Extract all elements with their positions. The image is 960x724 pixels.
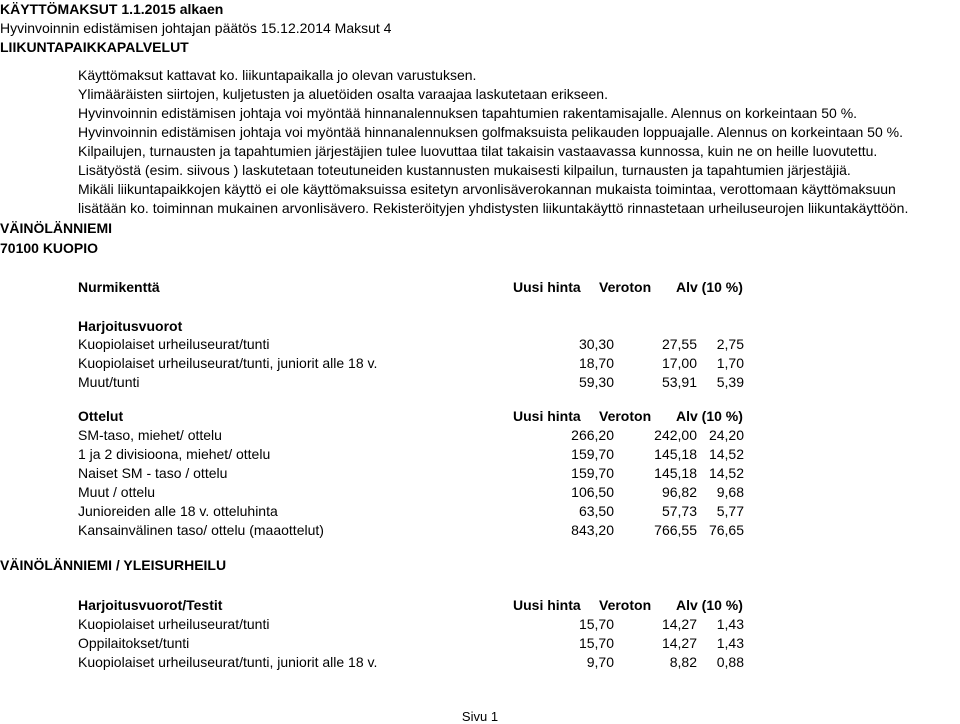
note-line: Hyvinvoinnin edistämisen johtaja voi myöntää hinnanalennuksen tapahtumien rakentamisajalle. Alennus on korkeintaan 50 %. (78, 105, 858, 121)
page-number: Sivu 1 (461, 709, 499, 724)
row-vat: 0,88 (716, 654, 744, 670)
row-net: 53,91 (661, 374, 697, 390)
col-header-net: Veroton (599, 597, 652, 613)
row-price: 30,30 (578, 336, 614, 352)
table-row (78, 654, 778, 671)
row-net: 57,73 (661, 503, 697, 519)
table-row (78, 635, 778, 652)
table-row (78, 336, 778, 353)
row-label: Kuopiolaiset urheiluseurat/tunti, juniorit alle 18 v. (78, 654, 378, 670)
section-title: Nurmikenttä (78, 279, 160, 295)
row-label: Kuopiolaiset urheiluseurat/tunti (78, 616, 270, 632)
group-title: Ottelut (78, 408, 124, 424)
table-row (78, 522, 778, 539)
decision-line: Hyvinvoinnin edistämisen johtajan päätös 15.12.2014 Maksut 4 (0, 20, 392, 36)
col-header-price: Uusi hinta (513, 279, 581, 295)
row-label: Muut / ottelu (78, 484, 156, 500)
row-vat: 14,52 (708, 446, 744, 462)
location-name: VÄINÖLÄNNIEMI (0, 220, 112, 236)
group-header-row (78, 408, 778, 425)
row-label: 1 ja 2 divisioona, miehet/ ottelu (78, 446, 271, 462)
col-header-vat: Alv (10 %) (676, 279, 743, 295)
row-net: 145,18 (654, 465, 697, 481)
row-price: 15,70 (578, 616, 614, 632)
col-header-vat: Alv (10 %) (676, 597, 743, 613)
table-row (78, 446, 778, 463)
row-net: 17,00 (661, 355, 697, 371)
note-line: Mikäli liikuntapaikkojen käyttö ei ole käyttömaksuissa esitetyn arvonlisäverokannan mukaista toimintaa, verottomaan käyttömaksuun (78, 181, 896, 197)
note-line: lisätään ko. toiminnan mukainen arvonlisävero. Rekisteröityjen yhdistysten liikuntakäyttö rinnastetaan urheiluseurojen liikuntakäyttöön. (78, 200, 909, 216)
group-title: Harjoitusvuorot/Testit (78, 597, 223, 613)
row-price: 15,70 (578, 635, 614, 651)
col-header-price: Uusi hinta (513, 408, 581, 424)
table-row (78, 374, 778, 391)
col-header-vat: Alv (10 %) (676, 408, 743, 424)
row-vat: 1,43 (716, 635, 744, 651)
row-price: 18,70 (578, 355, 614, 371)
table-row (78, 355, 778, 372)
row-vat: 5,77 (716, 503, 744, 519)
row-price: 266,20 (571, 427, 614, 443)
row-price: 59,30 (578, 374, 614, 390)
row-vat: 9,68 (716, 484, 744, 500)
row-net: 8,82 (669, 654, 697, 670)
row-label: SM-taso, miehet/ ottelu (78, 427, 222, 443)
col-header-net: Veroton (599, 279, 652, 295)
row-price: 159,70 (571, 465, 614, 481)
row-vat: 14,52 (708, 465, 744, 481)
table-row (78, 616, 778, 633)
note-line: Kilpailujen, turnausten ja tapahtumien järjestäjien tulee luovuttaa tilat takaisin vastaavassa kunnossa, kuin ne on heille luovutettu. (78, 143, 878, 159)
document-title: KÄYTTÖMAKSUT 1.1.2015 alkaen (0, 1, 224, 17)
location-name: VÄINÖLÄNNIEMI / YLEISURHEILU (0, 557, 227, 573)
col-header-price: Uusi hinta (513, 597, 581, 613)
row-vat: 5,39 (716, 374, 744, 390)
row-net: 14,27 (661, 635, 697, 651)
row-label: Kansainvälinen taso/ ottelu (maaottelut) (78, 522, 324, 538)
row-price: 159,70 (571, 446, 614, 462)
row-label: Naiset SM - taso / ottelu (78, 465, 228, 481)
table-row (78, 427, 778, 444)
note-line: Hyvinvoinnin edistämisen johtaja voi myöntää hinnanalennuksen golfmaksuista pelikauden loppuajalle. Alennus on korkeintaan 50 %. (78, 124, 903, 140)
row-label: Muut/tunti (78, 374, 140, 390)
row-net: 242,00 (654, 427, 697, 443)
section-header-row (78, 279, 778, 296)
row-price: 63,50 (578, 503, 614, 519)
row-vat: 76,65 (708, 522, 744, 538)
group-title: Harjoitusvuorot (78, 318, 183, 334)
row-price: 843,20 (571, 522, 614, 538)
row-net: 14,27 (661, 616, 697, 632)
col-header-net: Veroton (599, 408, 652, 424)
note-line: Ylimääräisten siirtojen, kuljetusten ja aluetöiden osalta varaajaa laskutetaan erikseen. (78, 86, 608, 102)
row-vat: 1,70 (716, 355, 744, 371)
row-net: 96,82 (661, 484, 697, 500)
note-line: Käyttömaksut kattavat ko. liikuntapaikalla jo olevan varustuksen. (78, 67, 477, 83)
note-line: Lisätyöstä (esim. siivous ) laskutetaan toteutuneiden kustannusten mukaisesti kilpailun, turnausten ja tapahtumien järjestäjiä. (78, 162, 851, 178)
location-postal: 70100 KUOPIO (0, 240, 99, 256)
row-net: 766,55 (654, 522, 697, 538)
table-row (78, 465, 778, 482)
row-price: 106,50 (571, 484, 614, 500)
row-vat: 2,75 (716, 336, 744, 352)
table-row (78, 503, 778, 520)
row-label: Junioreiden alle 18 v. otteluhinta (78, 503, 278, 519)
row-price: 9,70 (586, 654, 614, 670)
row-net: 145,18 (654, 446, 697, 462)
row-vat: 24,20 (708, 427, 744, 443)
row-net: 27,55 (661, 336, 697, 352)
department-title: LIIKUNTAPAIKKAPALVELUT (0, 39, 189, 55)
row-label: Oppilaitokset/tunti (78, 635, 190, 651)
row-label: Kuopiolaiset urheiluseurat/tunti (78, 336, 270, 352)
row-label: Kuopiolaiset urheiluseurat/tunti, juniorit alle 18 v. (78, 355, 378, 371)
row-vat: 1,43 (716, 616, 744, 632)
table-row (78, 484, 778, 501)
group-header-row (78, 597, 778, 614)
